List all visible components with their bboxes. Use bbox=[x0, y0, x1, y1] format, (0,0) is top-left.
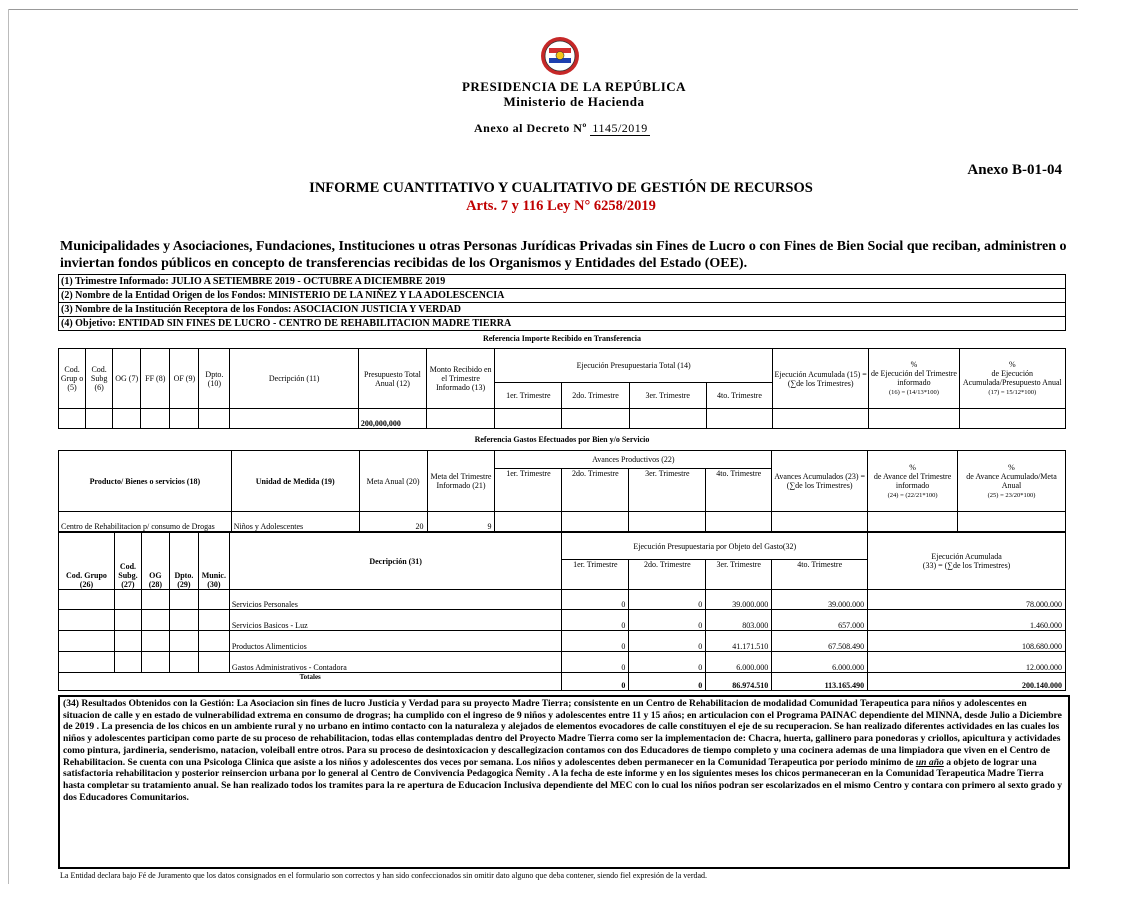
expense-q4: 6.000.000 bbox=[772, 652, 868, 673]
total-q2: 0 bbox=[629, 673, 706, 691]
expense-q4: 657.000 bbox=[772, 610, 868, 631]
col-pct-trimestre bbox=[869, 349, 959, 409]
table-row bbox=[59, 652, 1066, 673]
total-q3: 86.974.510 bbox=[706, 673, 772, 691]
total-q4: 113.165.490 bbox=[772, 673, 868, 691]
col-cod-grupo: Cod. Grup o (5) bbox=[59, 349, 86, 409]
info-objetivo: (4) Objetivo: ENTIDAD SIN FINES DE LUCRO - CENTRO DE REHABILITACION MADRE TIERRA bbox=[61, 318, 512, 329]
product-unit: Niños y Adolescentes bbox=[231, 512, 359, 532]
col-producto: Producto/ Bienes o servicios (18) bbox=[59, 451, 232, 512]
info-box bbox=[58, 274, 1066, 331]
col-munic: Munic. (30) bbox=[198, 533, 229, 590]
pct-avance-trim-formula: (24) = (22/21*100) bbox=[887, 491, 938, 499]
pct-symbol: % bbox=[1008, 462, 1015, 472]
pct-symbol: % bbox=[1008, 360, 1016, 369]
expense-desc: Gastos Administrativos - Contadora bbox=[229, 652, 562, 673]
col-monto: Monto Recibido en el Trimestre Informado (13) bbox=[427, 349, 495, 409]
col-avances: Avances Productivos (22) bbox=[495, 451, 772, 469]
col-ejecucion-acumulada bbox=[868, 533, 1066, 590]
info-trimestre: (1) Trimestre Informado: JULIO A SETIEMBRE 2019 - OCTUBRE A DICIEMBRE 2019 bbox=[59, 275, 1065, 289]
pct-avance-trim-label: de Avance del Trimestre informado bbox=[873, 471, 952, 490]
national-seal-icon bbox=[540, 36, 580, 76]
expense-q1: 0 bbox=[562, 590, 629, 610]
results-part1: (34) Resultados Obtenidos con la Gestión: La Asociacion sin fines de lucro Justicia y Verdad para su proyecto Madre Tierra; consistente en un Centro de Rehabilitacion de modalidad Comunidad Terapeutica para niños y adolescentes en situacion de calle y en estado de vulnerabilidad extrema en consumo de drogras; ha cumplido con el ingreso de 9 niños y adolescentes entre 11 y 15 años; en articulacion con el Programa PAINAC dependiente del MINNA, desde Julio a Diciembre de 2019 . La presencia de los chicos en un ambiente rural y no urbano en intimo contacto con la naturaleza y alejados de elementos evocadores de calle constituyen el eje de su recuperacion. Se han realizado diferentes actividades en las cuales los niños y adolescentes participan como parte de su proceso de rehabilitacion, todas ellas contempladas dentro del Proyecto Madre Tierra como ser la implementacion de: Chacra, huerta, gallinero para ponedoras y criollos, apicultura y actividades como pintura, jardineria, senderismo, natacion, voleiball entre otros. Para su proceso de desintoxicacion y descallegizacion contamos con dos Educadores de tiempo completo y una cocinera ademas de una limpiadora que viven en el Centro de Rehabilitacion. Se cuenta con una Psicologa Clinica que asiste a los niños y adolescentes dos veces por semana. Los niños y adolescentes deben permanecer en la Comunidad Terapeutica por periodo minimo de bbox=[63, 698, 1062, 768]
pct-trim-label: de Ejecución del Trimestre informado bbox=[870, 369, 957, 387]
col-og: OG (7) bbox=[113, 349, 141, 409]
total-acum: 200.140.000 bbox=[868, 673, 1066, 691]
col-q4: 4to. Trimestre bbox=[772, 560, 868, 590]
col-of: OF (9) bbox=[170, 349, 199, 409]
product-meta-trim: 9 bbox=[427, 512, 495, 532]
col-pct-acumulada bbox=[959, 349, 1065, 409]
section2-title: Referencia Gastos Efectuados por Bien y/o Servicio bbox=[474, 435, 650, 444]
expense-acum: 12.000.000 bbox=[868, 652, 1066, 673]
expense-q3: 6.000.000 bbox=[706, 652, 772, 673]
expense-q2: 0 bbox=[629, 590, 706, 610]
expense-q2: 0 bbox=[629, 631, 706, 652]
col-q2: 2do. Trimestre bbox=[562, 469, 629, 512]
info-entidad-origen: (2) Nombre de la Entidad Origen de los Fondos: MINISTERIO DE LA NIÑEZ Y LA ADOLESCENCIA bbox=[59, 289, 1065, 303]
expense-q3: 39.000.000 bbox=[706, 590, 772, 610]
presidency-title: PRESIDENCIA DE LA REPÚBLICA bbox=[461, 79, 687, 94]
expense-acum: 108.680.000 bbox=[868, 631, 1066, 652]
col-cod-subg: Cod. Subg. (27) bbox=[114, 533, 141, 590]
expense-desc: Servicios Personales bbox=[229, 590, 562, 610]
expense-q2: 0 bbox=[629, 652, 706, 673]
transfer-table bbox=[58, 348, 1066, 429]
col-q2: 2do. Trimestre bbox=[629, 560, 706, 590]
ministry-title: Ministerio de Hacienda bbox=[503, 94, 645, 109]
col-cod-subg: Cod. Subg (6) bbox=[86, 349, 113, 409]
col-cod-grupo: Cod. Grupo (26) bbox=[59, 533, 115, 590]
sworn-declaration: La Entidad declara bajo Fé de Juramento que los datos consignados en el formulario son correctos y han sido confeccionados sin omitir dato alguno que deba contener, siendo fiel expresión de la verdad. bbox=[60, 871, 708, 880]
results-part2: a objeto de lograr una satisfactoria rehabilitacion y posterior reinsercion urbana por lo general al Centro de Convivencia Pedagogica Ñemity . A la fecha de este informe y en los siguientes meses los chicos permaneceran en la Comunidad Terapeutica Madre Tierra hasta completar su tratamiento anual. Se han realizado todos los tramites para la re apertura de Educacion Inclusiva dependiente del MEC con lo cual los niños podran ser escolarizados en el mismo Centro y contara con primero al sexto grado y dos Educadores Comunitarios. bbox=[63, 756, 1063, 803]
expense-q2: 0 bbox=[629, 610, 706, 631]
col-dpto: Dpto. (10) bbox=[199, 349, 230, 409]
col-descripcion: Decripción (31) bbox=[229, 533, 562, 590]
col-q3: 3er. Trimestre bbox=[706, 560, 772, 590]
col-dpto: Dpto. (29) bbox=[169, 533, 198, 590]
report-title: INFORME CUANTITATIVO Y CUALITATIVO DE GESTIÓN DE RECURSOS bbox=[309, 180, 813, 196]
table-row bbox=[59, 610, 1066, 631]
decree-line bbox=[474, 121, 650, 136]
decree-label: Anexo al Decreto Nº bbox=[474, 121, 587, 135]
info-institucion-receptora: (3) Nombre de la Institución Receptora de los Fondos: ASOCIACION JUSTICIA Y VERDAD bbox=[59, 303, 1065, 317]
pct-acum-formula: (17) = 15/12*100) bbox=[988, 389, 1037, 396]
col-pct-avance-trim bbox=[868, 451, 958, 512]
top-border bbox=[8, 9, 1078, 10]
left-border bbox=[8, 9, 9, 884]
pct-acum-label: de Ejecución Acumulada/Presupuesto Anual bbox=[962, 369, 1062, 387]
table-row bbox=[59, 631, 1066, 652]
col-presupuesto: Presupuesto Total Anual (12) bbox=[358, 349, 426, 409]
col-q3: 3er. Trimestre bbox=[629, 383, 706, 409]
expense-desc: Servicios Basicos - Luz bbox=[229, 610, 562, 631]
totals-label: Totales bbox=[59, 673, 562, 691]
pct-symbol: % bbox=[910, 360, 918, 369]
col-q1: 1er. Trimestre bbox=[562, 560, 629, 590]
pct-avance-acum-formula: (25) = 23/20*100) bbox=[987, 491, 1036, 499]
col-descripcion: Decripción (11) bbox=[230, 349, 358, 409]
col-meta-trimestre: Meta del Trimestre Informado (21) bbox=[427, 451, 495, 512]
product-meta: 20 bbox=[359, 512, 427, 532]
results-text bbox=[58, 695, 1070, 869]
total-q1: 0 bbox=[562, 673, 629, 691]
expense-q1: 0 bbox=[562, 652, 629, 673]
product-name: Centro de Rehabilitacion p/ consumo de Drogas bbox=[59, 512, 232, 532]
col-unidad: Unidad de Medida (19) bbox=[231, 451, 359, 512]
col-q3: 3er. Trimestre bbox=[629, 469, 706, 512]
intro-text: Municipalidades y Asociaciones, Fundaciones, Instituciones u otras Personas Jurídicas Privadas sin Fines de Lucro o con Fines de Bien Social que reciban, administren o inviertan fondos públicos en concepto de transferencias recibidas de los Organismos y Entidades del Estado (OEE). bbox=[60, 239, 1067, 271]
expense-q4: 39.000.000 bbox=[772, 590, 868, 610]
pct-trim-formula: (16) = (14/13*100) bbox=[889, 389, 939, 396]
expense-acum: 1.460.000 bbox=[868, 610, 1066, 631]
expense-q4: 67.508.490 bbox=[772, 631, 868, 652]
decree-number: 1145/2019 bbox=[592, 121, 648, 135]
expense-table bbox=[58, 532, 1066, 691]
col-q1: 1er. Trimestre bbox=[495, 383, 562, 409]
pct-symbol: % bbox=[909, 462, 916, 472]
col-acumulada: Ejecución Acumulada (15) = (∑de los Trimestres) bbox=[773, 349, 869, 409]
expense-q3: 803.000 bbox=[706, 610, 772, 631]
products-table bbox=[58, 450, 1066, 532]
expense-q1: 0 bbox=[562, 610, 629, 631]
col-ff: FF (8) bbox=[141, 349, 170, 409]
section1-title: Referencia Importe Recibido en Transferencia bbox=[482, 334, 642, 343]
acum-formula: (33) = (∑de los Trimestres) bbox=[922, 561, 1011, 570]
expense-desc: Productos Alimenticios bbox=[229, 631, 562, 652]
col-ejecucion: Ejecución Presupuestaria Total (14) bbox=[495, 349, 773, 383]
expense-q1: 0 bbox=[562, 631, 629, 652]
col-q4: 4to. Trimestre bbox=[706, 383, 772, 409]
acum-label: Ejecución Acumulada bbox=[931, 552, 1002, 561]
col-q4: 4to. Trimestre bbox=[706, 469, 772, 512]
col-meta: Meta Anual (20) bbox=[359, 451, 427, 512]
results-underlined: un año bbox=[915, 756, 944, 768]
report-subtitle: Arts. 7 y 116 Ley N° 6258/2019 bbox=[466, 198, 656, 214]
col-pct-avance-acum bbox=[958, 451, 1066, 512]
pct-avance-acum-label: de Avance Acumulado/Meta Anual bbox=[966, 471, 1057, 490]
presupuesto-value: 200,000,000 bbox=[358, 409, 426, 429]
table-row bbox=[59, 590, 1066, 610]
anexo-code: Anexo B-01-04 bbox=[967, 162, 1062, 178]
col-og: OG (28) bbox=[141, 533, 169, 590]
col-q2: 2do. Trimestre bbox=[562, 383, 629, 409]
expense-acum: 78.000.000 bbox=[868, 590, 1066, 610]
totals-row bbox=[59, 673, 1066, 691]
col-q1: 1er. Trimestre bbox=[495, 469, 562, 512]
expense-q3: 41.171.510 bbox=[706, 631, 772, 652]
col-ejecucion-objeto: Ejecución Presupuestaria por Objeto del Gasto(32) bbox=[562, 533, 868, 560]
col-avances-acumulados: Avances Acumulados (23) = (∑de los Trimestres) bbox=[772, 451, 868, 512]
